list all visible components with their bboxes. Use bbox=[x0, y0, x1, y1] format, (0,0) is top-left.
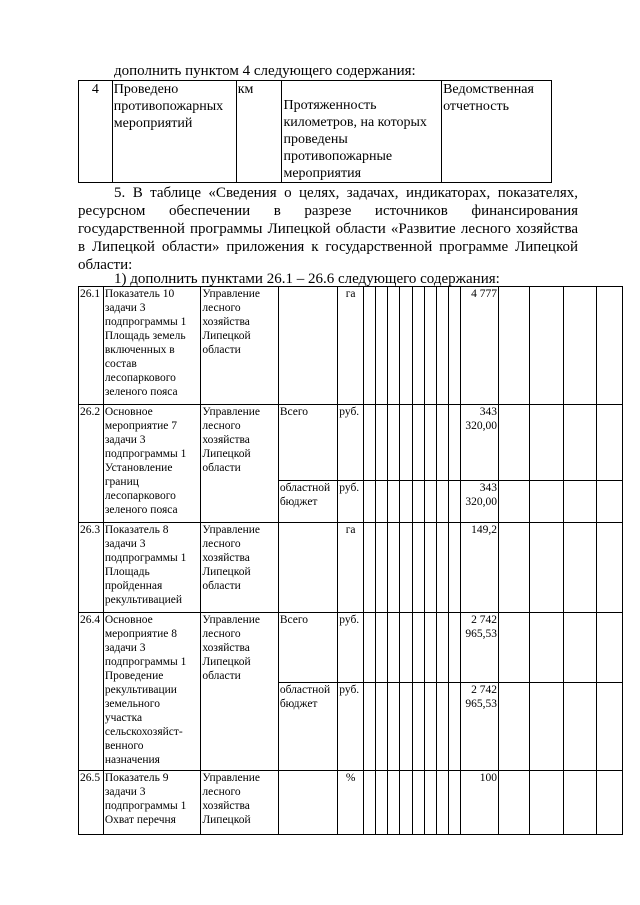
row-source bbox=[278, 523, 337, 613]
intro-line: дополнить пунктом 4 следующего содержания: bbox=[114, 63, 416, 79]
row-executor: Управление лесного хозяйства Липецкой области bbox=[201, 613, 278, 771]
row-num: 26.4 bbox=[79, 613, 104, 771]
row-num: 26.3 bbox=[79, 523, 104, 613]
data-table bbox=[78, 286, 623, 835]
row-unit: руб. bbox=[338, 405, 364, 481]
indicator-unit: км bbox=[236, 81, 282, 183]
row-value: 4 777 bbox=[461, 287, 499, 405]
row-source bbox=[278, 287, 337, 405]
row-num: 26.5 bbox=[79, 771, 104, 835]
row-source: областной бюджет bbox=[278, 481, 337, 523]
table-row bbox=[79, 613, 623, 683]
row-value: 2 742 965,53 bbox=[461, 613, 499, 683]
indicator-table bbox=[78, 80, 552, 183]
row-num: 26.2 bbox=[79, 405, 104, 523]
row-source: областной бюджет bbox=[278, 683, 337, 771]
paragraph-5-line4: в Липецкой области» приложения к государственной программе Липецкой bbox=[78, 239, 578, 255]
paragraph-5-line2: ресурсном обеспечении в разрезе источников финансирования bbox=[78, 203, 578, 219]
row-num: 26.1 bbox=[79, 287, 104, 405]
indicator-source: Ведомственная отчетность bbox=[442, 81, 552, 183]
row-executor: Управление лесного хозяйства Липецкой области bbox=[201, 287, 278, 405]
row-unit: % bbox=[338, 771, 364, 835]
row-value: 343 320,00 bbox=[461, 405, 499, 481]
row-executor: Управление лесного хозяйства Липецкой области bbox=[201, 523, 278, 613]
table-row bbox=[79, 771, 623, 835]
row-name: Показатель 8 задачи 3 подпрограммы 1 Площадь пройденная рекультивацией bbox=[103, 523, 201, 613]
table-row bbox=[79, 523, 623, 613]
indicator-description: Протяженность километров, на которых проведены противопожарные мероприятия bbox=[282, 81, 442, 183]
row-value: 149,2 bbox=[461, 523, 499, 613]
row-source: Всего bbox=[278, 405, 337, 481]
row-source bbox=[278, 771, 337, 835]
row-unit: руб. bbox=[338, 481, 364, 523]
indicator-name: Проведено противопожарных мероприятий bbox=[112, 81, 236, 183]
row-name: Показатель 10 задачи 3 подпрограммы 1 Площадь земель включенных в состав лесопаркового зеленого пояса bbox=[103, 287, 201, 405]
row-source: Всего bbox=[278, 613, 337, 683]
row-unit: га bbox=[338, 287, 364, 405]
row-name: Показатель 9 задачи 3 подпрограммы 1 Охват перечня bbox=[103, 771, 201, 835]
table-row bbox=[79, 405, 623, 481]
row-unit: га bbox=[338, 523, 364, 613]
point-1: 1) дополнить пунктами 26.1 – 26.6 следующего содержания: bbox=[114, 271, 500, 287]
row-executor: Управление лесного хозяйства Липецкой области bbox=[201, 405, 278, 523]
row-name: Основное мероприятие 8 задачи 3 подпрограммы 1 Проведение рекультивации земельного участка сельскохозяйст-венного назначения bbox=[103, 613, 201, 771]
table-row bbox=[79, 287, 623, 405]
row-value: 343 320,00 bbox=[461, 481, 499, 523]
row-executor: Управление лесного хозяйства Липецкой bbox=[201, 771, 278, 835]
row-value: 2 742 965,53 bbox=[461, 683, 499, 771]
row-unit: руб. bbox=[338, 683, 364, 771]
indicator-num: 4 bbox=[79, 81, 113, 183]
row-unit: руб. bbox=[338, 613, 364, 683]
paragraph-5-line5: области: bbox=[78, 257, 133, 273]
row-value: 100 bbox=[461, 771, 499, 835]
paragraph-5-line1: 5. В таблице «Сведения о целях, задачах, индикаторах, показателях, bbox=[114, 185, 578, 201]
paragraph-5-line3: государственной программы Липецкой области «Развитие лесного хозяйства bbox=[78, 221, 578, 237]
row-name: Основное мероприятие 7 задачи 3 подпрограммы 1 Установление границ лесопаркового зеленого пояса bbox=[103, 405, 201, 523]
